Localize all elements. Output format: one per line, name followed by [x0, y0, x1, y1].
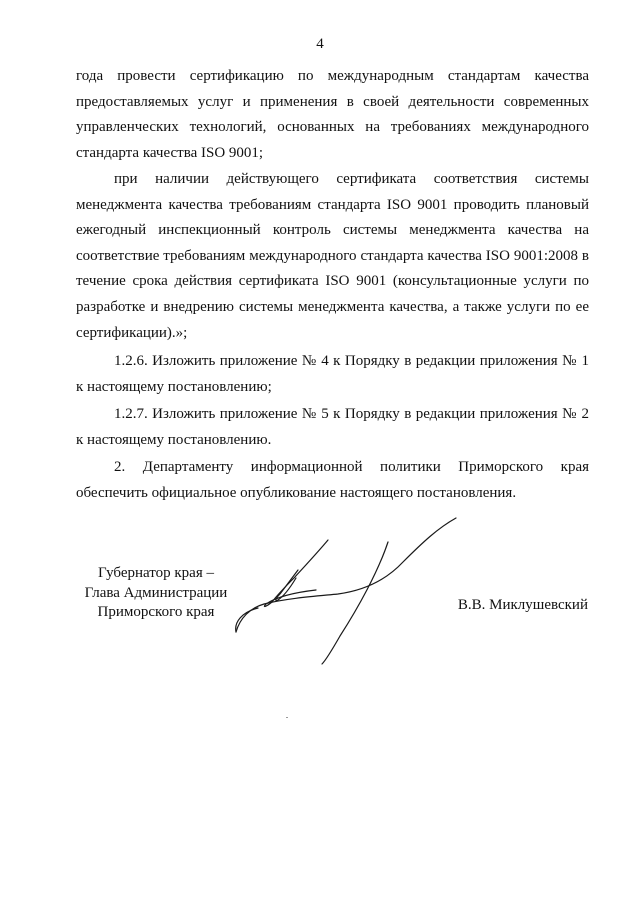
- text-line: 2. Департаменту информационной политики Приморского края: [114, 459, 589, 475]
- signer-title-line: Глава Администрации: [84, 584, 228, 601]
- text-line: к настоящему постановлению;: [76, 378, 272, 395]
- handwritten-signature: [228, 512, 468, 672]
- text-line: к настоящему постановлению.: [76, 431, 272, 448]
- text-line: разработке и внедрению системы менеджмента качества, а также услуги по ее: [76, 298, 589, 315]
- text-line: течение срока действия сертификата ISO 9001 (консультационные услуги по: [76, 273, 589, 290]
- text-line: 1.2.7. Изложить приложение № 5 к Порядку в редакции приложения № 2: [114, 406, 589, 422]
- text-line: стандарта качества ISO 9001;: [76, 144, 264, 161]
- signer-title-line: Губернатор края –: [98, 565, 214, 581]
- signer-title: [76, 564, 236, 623]
- paragraph-2: [76, 455, 589, 506]
- text-line: года провести сертификацию по международным стандартам качества: [76, 68, 589, 84]
- paragraph-iso-certification: [76, 64, 589, 166]
- text-line: при наличии действующего сертификата соответствия системы: [114, 171, 589, 187]
- paragraph-inspection-control: [76, 167, 589, 346]
- text-line: ежегодный инспекционный контроль системы менеджмента качества на: [76, 222, 589, 239]
- text-line: обеспечить официальное опубликование настоящего постановления.: [76, 484, 517, 501]
- signer-name: В.В. Миклушевский: [457, 597, 588, 613]
- text-line: 1.2.6. Изложить приложение № 4 к Порядку в редакции приложения № 1: [114, 353, 589, 369]
- paragraph-1-2-6: [76, 349, 589, 400]
- scan-speck: [286, 717, 288, 718]
- page-number: 4: [316, 36, 324, 52]
- signer-title-line: Приморского края: [97, 604, 215, 620]
- text-line: менеджмента качества требованиям стандарта ISO 9001 проводить плановый: [76, 196, 589, 213]
- text-line: сертификации).»;: [76, 324, 188, 341]
- paragraph-1-2-7: [76, 402, 589, 453]
- text-line: управленческих технологий, основанных на требованиях международного: [76, 119, 589, 136]
- text-line: предоставляемых услуг и применения в своей деятельности современных: [76, 93, 589, 110]
- text-line: соответствие требованиям международного стандарта качества ISO 9001:2008 в: [76, 247, 589, 264]
